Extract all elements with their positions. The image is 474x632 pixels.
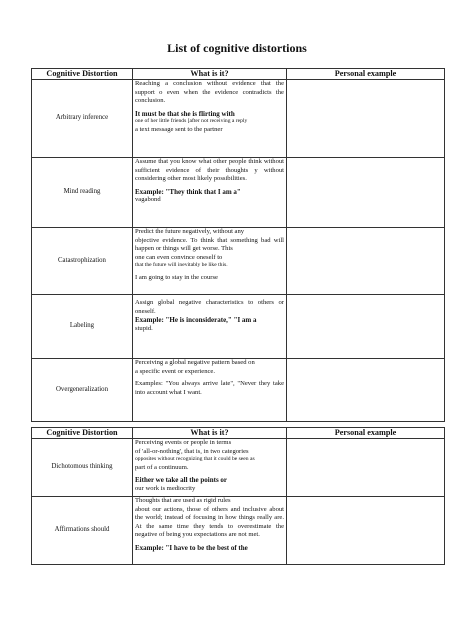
table-row: [32, 497, 445, 565]
distortion-name: Mind reading: [32, 158, 133, 228]
distortion-name: Affirmations should: [32, 497, 133, 565]
table-row: [32, 295, 445, 359]
description-example-line: It must be that she is flirting with: [135, 109, 235, 118]
description-line: part of a continuum.: [135, 463, 189, 471]
personal-example-cell[interactable]: [287, 359, 445, 422]
header-personal-example: Personal example: [287, 428, 445, 439]
document-title: List of cognitive distortions: [167, 41, 307, 55]
description-line: Perceiving events or people in terms: [135, 439, 232, 446]
description-line: Examples: "You always arrive late", "Never they take into account what I want.: [135, 380, 284, 396]
table-row: [32, 359, 445, 422]
personal-example-cell[interactable]: [287, 228, 445, 295]
table-row: [32, 228, 445, 295]
distortion-description: [133, 439, 287, 497]
description-line: that the future will inevitably be like this.: [135, 262, 228, 269]
description-line: a specific event or experience.: [135, 367, 215, 375]
distortion-name: Catastrophization: [32, 228, 133, 295]
description-line: of 'all-or-nothing', that is, in two categories: [135, 447, 249, 455]
distortion-name: Labeling: [32, 295, 133, 359]
distortion-description: [133, 497, 287, 565]
table-row: [32, 80, 445, 158]
description-line: one can even convince oneself to: [135, 253, 223, 261]
description-line: Perceiving a global negative pattern based on: [135, 359, 255, 366]
description-example-line: Example: "I have to be the best of the: [135, 543, 248, 552]
description-example-line: Either we take all the points or: [135, 476, 228, 485]
description-line: I am going to stay in the course: [135, 273, 218, 281]
description-line: Thoughts that are used as rigid rules: [135, 497, 231, 504]
header-personal-example: Personal example: [287, 69, 445, 80]
description-line: stupid.: [135, 324, 153, 332]
description-line: a text message sent to the partner: [135, 125, 223, 133]
description-line: about our actions, those of others and inclusive about the world; instead of focusing in how things really are. At the same time they tends to overestimate the negative of being you expectations are not met.: [135, 505, 284, 539]
header-cognitive-distortion: Cognitive Distortion: [32, 69, 133, 80]
description-line: Assume that you know what other people think without sufficient evidence of their thoughts y without considering other most likely possibilities.: [135, 158, 284, 183]
personal-example-cell[interactable]: [287, 80, 445, 158]
description-line: opposites without recognizing that it could be seen as: [135, 456, 255, 463]
table-header-row: [32, 428, 445, 439]
header-what-is-it: What is it?: [133, 428, 287, 439]
personal-example-cell[interactable]: [287, 295, 445, 359]
description-example-line: Example: "They think that I am a": [135, 187, 241, 196]
personal-example-cell[interactable]: [287, 497, 445, 565]
distortion-name: Dichotomous thinking: [32, 439, 133, 497]
distortions-table-1: [31, 68, 445, 422]
table-row: [32, 439, 445, 497]
distortion-description: [133, 80, 287, 158]
table-row: [32, 158, 445, 228]
description-line: Predict the future negatively, without any: [135, 228, 245, 235]
personal-example-cell[interactable]: [287, 439, 445, 497]
header-what-is-it: What is it?: [133, 69, 287, 80]
description-example-line: Example: "He is inconsiderate," "I am a: [135, 316, 257, 325]
description-line: our work is mediocrity: [135, 484, 196, 492]
distortion-description: [133, 295, 287, 359]
distortion-description: [133, 228, 287, 295]
table-header-row: [32, 69, 445, 80]
personal-example-cell[interactable]: [287, 158, 445, 228]
description-line: objective evidence. To think that something bad will happen or things will get worse. This: [135, 236, 284, 253]
description-line: vagabond: [135, 196, 161, 204]
distortion-description: [133, 359, 287, 422]
header-cognitive-distortion: Cognitive Distortion: [32, 428, 133, 439]
distortion-name: Overgeneralization: [32, 359, 133, 422]
distortions-table-2: [31, 427, 445, 565]
distortion-description: [133, 158, 287, 228]
description-line: one of her little friends [after not receiving a reply: [135, 118, 248, 125]
description-line: Reaching a conclusion without evidence that the support o even when the evidence contradicts the conclusion.: [135, 80, 284, 105]
description-line: Assign global negative characteristics to others or oneself.: [135, 299, 284, 315]
distortion-name: Arbitrary inference: [32, 80, 133, 158]
